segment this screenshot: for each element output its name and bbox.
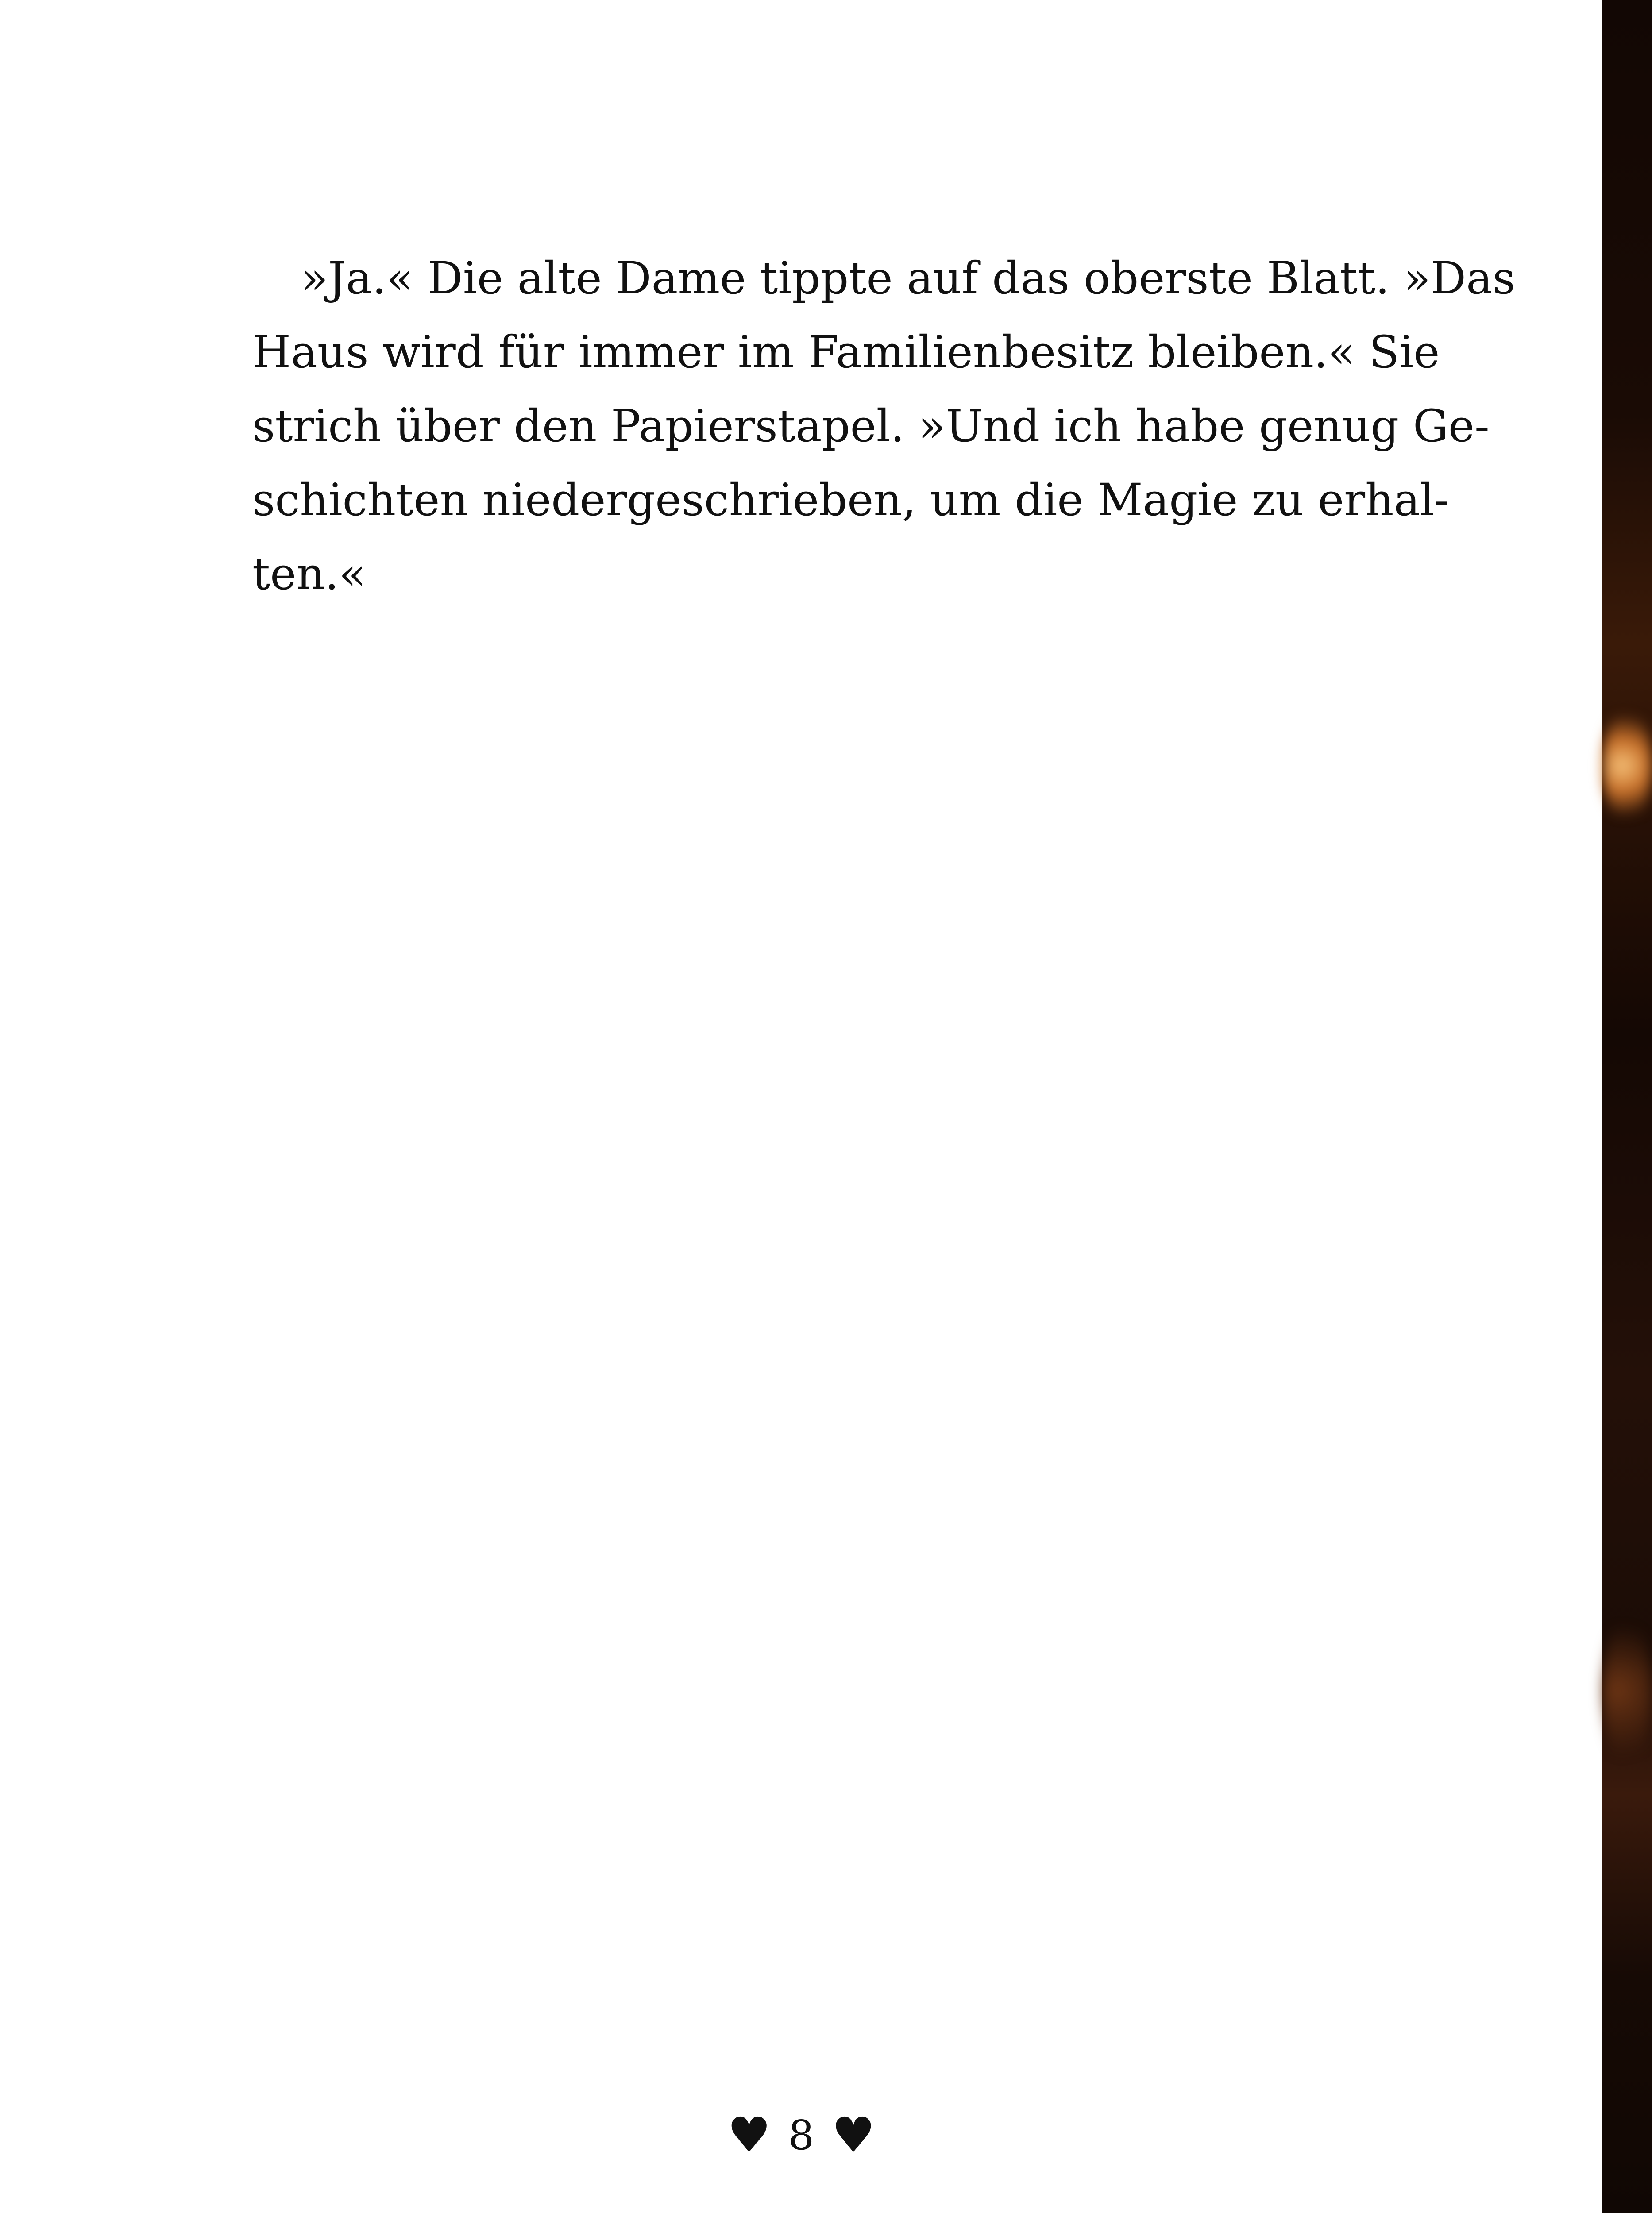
paragraph-line-1: »Ja.« Die alte Dame tippte auf das oberste Blatt. »Das — [301, 252, 1516, 304]
page-footer — [0, 2107, 1602, 2163]
adjacent-page-edge — [1602, 0, 1652, 2213]
ambient-glow — [1602, 1615, 1652, 1766]
candle-glow — [1602, 708, 1652, 823]
heart-icon-left: ♥ — [727, 2107, 771, 2163]
body-paragraph — [252, 241, 1516, 611]
page-number: 8 — [788, 2111, 814, 2159]
heart-icon-right: ♥ — [831, 2107, 876, 2163]
paragraph-line-3: strich über den Papierstapel. »Und ich habe genug Ge- — [252, 400, 1490, 452]
paragraph-line-5: ten.« — [252, 548, 366, 600]
paragraph-line-4: schichten niedergeschrieben, um die Magie zu erhal- — [252, 474, 1449, 526]
paragraph-line-2: Haus wird für immer im Familienbesitz bleiben.« Sie — [252, 326, 1440, 378]
